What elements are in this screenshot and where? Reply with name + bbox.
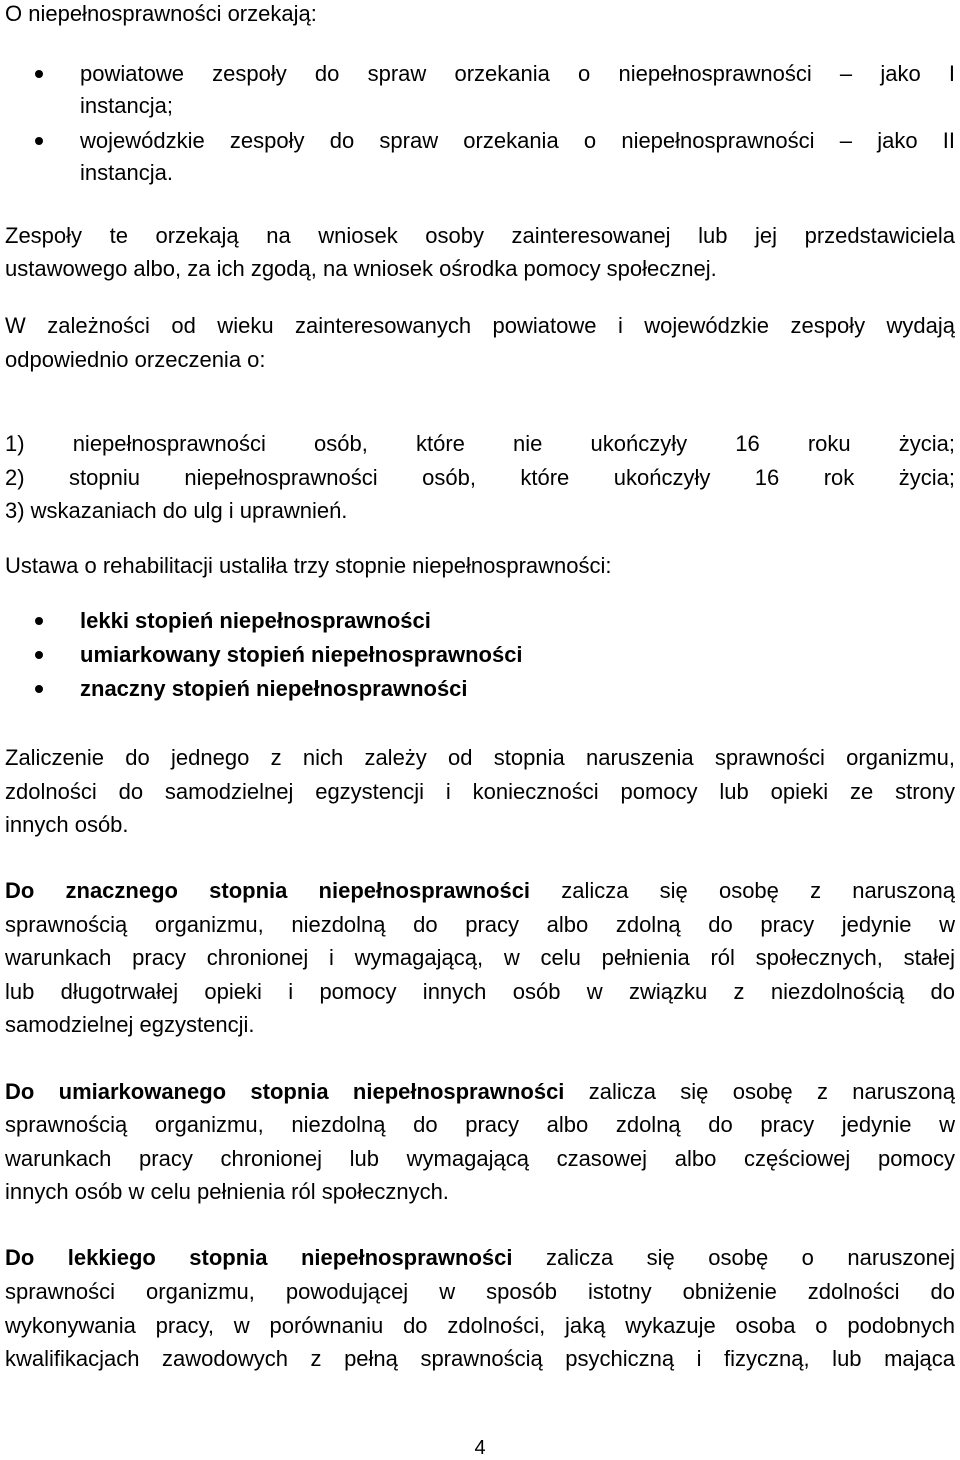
- bullet-icon: [35, 137, 43, 145]
- instance-item-2-line1: wojewódzkie zespoły do spraw orzekania o niepełnosprawności – jako II: [80, 128, 955, 153]
- degree-item-umiarkowany: umiarkowany stopień niepełnosprawności: [80, 642, 523, 667]
- numbered-item-1: 1) niepełnosprawności osób, które nie ukończyły 16 roku życia;: [5, 431, 955, 456]
- degree-item-znaczny: znaczny stopień niepełnosprawności: [80, 676, 468, 701]
- para-umiarkowany-line4: innych osób w celu pełnienia ról społecznych.: [5, 1179, 449, 1204]
- para-znaczny-line1-rest: zalicza się osobę z naruszoną: [530, 878, 955, 903]
- para-zaleznosc-line1: W zależności od wieku zainteresowanych powiatowe i wojewódzkie zespoły wydają: [5, 313, 955, 338]
- para-umiarkowany-line1: [5, 1078, 955, 1106]
- degree-item-lekki: lekki stopień niepełnosprawności: [80, 608, 431, 633]
- para-znaczny-line1: [5, 877, 955, 905]
- page-number: 4: [474, 1437, 486, 1459]
- instance-item-1-line1: powiatowe zespoły do spraw orzekania o niepełnosprawności – jako I: [80, 61, 955, 86]
- para-umiarkowany-line3: warunkach pracy chronionej lub wymagającą czasowej albo częściowej pomocy: [5, 1146, 955, 1171]
- bullet-icon: [35, 651, 43, 659]
- para-lekki-line1: [5, 1244, 955, 1272]
- intro-heading: O niepełnosprawności orzekają:: [5, 1, 317, 26]
- para-zaliczenie-line3: innych osób.: [5, 812, 129, 837]
- bullet-icon: [35, 617, 43, 625]
- para-zespoly-line2: ustawowego albo, za ich zgodą, na wniosek ośrodka pomocy społecznej.: [5, 256, 717, 281]
- para-zespoly-line1: Zespoły te orzekają na wniosek osoby zainteresowanej lub jej przedstawiciela: [5, 223, 955, 248]
- para-lekki-term: Do lekkiego stopnia niepełnosprawności: [5, 1245, 513, 1270]
- para-znaczny-line3: warunkach pracy chronionej i wymagającą, w celu pełnienia ról społecznych, stałej: [5, 945, 955, 970]
- para-znaczny-line5: samodzielnej egzystencji.: [5, 1012, 255, 1037]
- numbered-item-3: 3) wskazaniach do ulg i uprawnień.: [5, 498, 348, 523]
- para-umiarkowany-line2: sprawnością organizmu, niezdolną do pracy albo zdolną do pracy jedynie w: [5, 1112, 955, 1137]
- para-zaliczenie-line2: zdolności do samodzielnej egzystencji i konieczności pomocy lub opieki ze strony: [5, 779, 955, 804]
- instance-item-2-line2: instancja.: [80, 160, 173, 185]
- para-umiarkowany-line1-rest: zalicza się osobę z naruszoną: [564, 1079, 955, 1104]
- para-zaleznosc-line2: odpowiednio orzeczenia o:: [5, 347, 266, 372]
- para-znaczny-line4: lub długotrwałej opieki i pomocy innych osób w związku z niezdolnością do: [5, 979, 955, 1004]
- para-znaczny-line2: sprawnością organizmu, niezdolną do pracy albo zdolną do pracy jedynie w: [5, 912, 955, 937]
- para-umiarkowany-term: Do umiarkowanego stopnia niepełnosprawności: [5, 1079, 565, 1104]
- para-zaliczenie-line1: Zaliczenie do jednego z nich zależy od stopnia naruszenia sprawności organizmu,: [5, 745, 955, 770]
- instance-item-1-line2: instancja;: [80, 93, 173, 118]
- para-lekki-line4: kwalifikacjach zawodowych z pełną sprawnością psychiczną i fizyczną, lub mająca: [5, 1346, 955, 1371]
- para-znaczny-term: Do znacznego stopnia niepełnosprawności: [5, 878, 531, 903]
- numbered-item-2: 2) stopniu niepełnosprawności osób, które ukończyły 16 rok życia;: [5, 465, 955, 490]
- bullet-icon: [35, 685, 43, 693]
- ustawa-line: Ustawa o rehabilitacji ustaliła trzy stopnie niepełnosprawności:: [5, 553, 612, 578]
- para-lekki-line1-rest: zalicza się osobę o naruszonej: [512, 1245, 955, 1270]
- para-lekki-line2: sprawności organizmu, powodującej w sposób istotny obniżenie zdolności do: [5, 1279, 955, 1304]
- bullet-icon: [35, 70, 43, 78]
- para-lekki-line3: wykonywania pracy, w porównaniu do zdolności, jaką wykazuje osoba o podobnych: [5, 1313, 955, 1338]
